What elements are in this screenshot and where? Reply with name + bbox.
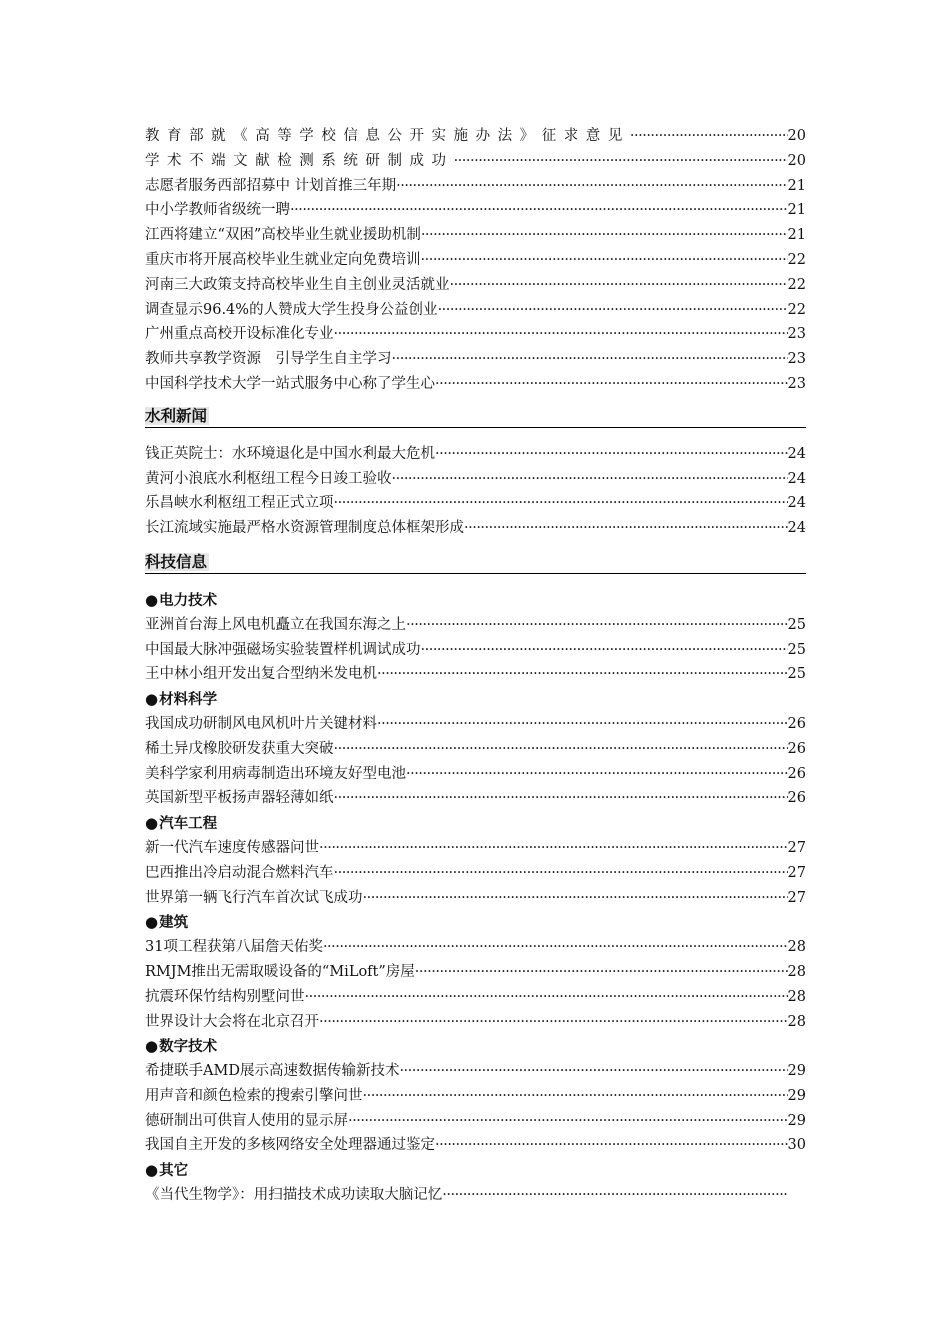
dot-leader — [392, 347, 788, 372]
toc-entry-page: 21 — [787, 177, 806, 194]
toc-entry-title: 我国成功研制风电风机叶片关键材料 — [145, 715, 377, 732]
toc-entry-title: 长江流域实施最严格水资源管理制度总体框架形成 — [145, 520, 464, 537]
dot-leader — [421, 638, 788, 663]
toc-entry[interactable] — [145, 786, 806, 811]
section-heading-tech — [145, 551, 806, 574]
toc-entry-page: 24 — [787, 470, 806, 487]
toc-entry-page: 29 — [787, 1112, 806, 1129]
toc-entry-title: 王中林小组开发出复合型纳米发电机 — [145, 666, 377, 683]
dot-leader — [406, 613, 788, 638]
toc-entry[interactable] — [145, 935, 806, 960]
section-heading-tech-label: 科技信息 — [145, 552, 208, 571]
bullet-icon: ● — [145, 1037, 159, 1056]
dot-leader — [450, 273, 788, 298]
toc-entry-title: 希捷联手AMD展示高速数据传输新技术 — [145, 1063, 400, 1080]
toc-entry-title: 乐昌峡水利枢纽工程正式立项 — [145, 495, 334, 512]
education-news-list — [145, 124, 806, 397]
toc-entry-title: 稀土异戊橡胶研发获重大突破 — [145, 740, 334, 757]
toc-entry[interactable] — [145, 836, 806, 861]
toc-entry-page: 29 — [787, 1087, 806, 1104]
toc-entry-page: 20 — [787, 128, 806, 144]
dot-leader — [435, 1133, 788, 1158]
dot-leader — [421, 248, 788, 273]
dot-leader — [319, 836, 788, 861]
dot-leader — [630, 124, 788, 149]
toc-entry-title: 教师共享教学资源 引导学生自主学习 — [145, 351, 392, 368]
dot-leader — [406, 762, 788, 787]
bullet-icon: ● — [145, 690, 159, 709]
toc-entry[interactable] — [145, 1084, 806, 1109]
dot-leader — [415, 960, 788, 985]
toc-entry-title: 31项工程获第八届詹天佑奖 — [145, 939, 323, 956]
toc-entry[interactable] — [145, 516, 806, 541]
toc-entry-page: 27 — [787, 864, 806, 881]
toc-entry-page: 29 — [787, 1063, 806, 1080]
dot-leader — [334, 491, 788, 516]
dot-leader — [392, 467, 788, 492]
dot-leader — [438, 298, 788, 323]
toc-entry[interactable] — [145, 1059, 806, 1084]
toc-entry-page: 26 — [787, 715, 806, 732]
dot-leader — [334, 737, 788, 762]
toc-entry[interactable] — [145, 1133, 806, 1158]
toc-entry-title: 用声音和颜色检索的搜索引擎问世 — [145, 1087, 363, 1104]
dot-leader — [454, 149, 788, 174]
toc-entry[interactable] — [145, 662, 806, 687]
toc-entry-title: RMJM推出无需取暖设备的“MiLoft”房屋 — [145, 963, 415, 980]
toc-entry-page: 28 — [787, 988, 806, 1005]
toc-entry[interactable] — [145, 613, 806, 638]
toc-entry[interactable] — [145, 960, 806, 985]
toc-entry-title: 中国最大脉冲强磁场实验装置样机调试成功 — [145, 641, 421, 658]
subsection-heading — [145, 1158, 806, 1183]
dot-leader — [435, 442, 788, 467]
toc-entry[interactable] — [145, 198, 806, 223]
dot-leader — [363, 1084, 788, 1109]
subsection-heading — [145, 910, 806, 935]
toc-entry-page: 26 — [787, 790, 806, 807]
dot-leader — [464, 516, 788, 541]
toc-entry-page: 28 — [787, 963, 806, 980]
toc-entry-page: 24 — [787, 495, 806, 512]
bullet-icon: ● — [145, 590, 159, 609]
toc-entry-page: 28 — [787, 939, 806, 956]
dot-leader — [377, 662, 788, 687]
subsection-heading-label: 材料科学 — [159, 692, 218, 709]
dot-leader — [334, 786, 788, 811]
dot-leader — [435, 372, 788, 397]
toc-entry[interactable] — [145, 248, 806, 273]
toc-entry-title: 亚洲首台海上风电机矗立在我国东海之上 — [145, 616, 406, 633]
bullet-icon: ● — [145, 913, 159, 932]
toc-entry[interactable] — [145, 298, 806, 323]
toc-entry-title: 世界第一辆飞行汽车首次试飞成功 — [145, 889, 363, 906]
toc-entry-title: 教育部就《高等学校信息公开实施办法》征求意见 — [145, 128, 630, 144]
toc-entry-page: 27 — [787, 889, 806, 906]
bullet-icon: ● — [145, 1161, 159, 1180]
section-heading-water-label: 水利新闻 — [145, 406, 208, 425]
toc-entry[interactable] — [145, 174, 806, 199]
toc-entry-title: 德研制出可供盲人使用的显示屏 — [145, 1112, 348, 1129]
toc-entry-page: 21 — [787, 227, 806, 244]
toc-entry-title: 江西将建立“双困”高校毕业生就业援助机制 — [145, 227, 421, 244]
toc-entry-title: 《当代生物学》：用扫描技术成功读取大脑记忆 — [145, 1187, 443, 1204]
toc-entry[interactable] — [145, 124, 806, 149]
section-heading-water — [145, 405, 806, 428]
toc-entry[interactable] — [145, 712, 806, 737]
toc-entry-page: 22 — [787, 251, 806, 268]
toc-entry-title: 黄河小浪底水利枢纽工程今日竣工验收 — [145, 470, 392, 487]
toc-entry-title: 学术不端文献检测系统研制成功 — [145, 152, 454, 169]
subsection-heading-label: 电力技术 — [159, 592, 218, 609]
toc-entry-page: 23 — [787, 351, 806, 368]
toc-entry[interactable] — [145, 491, 806, 516]
toc-entry-page: 25 — [787, 641, 806, 658]
toc-entry-title: 世界设计大会将在北京召开 — [145, 1013, 319, 1030]
dot-leader — [421, 223, 788, 248]
toc-entry[interactable] — [145, 762, 806, 787]
toc-entry-title: 重庆市将开展高校毕业生就业定向免费培训 — [145, 251, 421, 268]
dot-leader — [323, 935, 788, 960]
toc-entry-title: 钱正英院士：水环境退化是中国水利最大危机 — [145, 445, 435, 462]
dot-leader — [399, 1059, 787, 1084]
toc-entry-page: 21 — [787, 202, 806, 219]
dot-leader — [334, 861, 788, 886]
toc-entry-title: 河南三大政策支持高校毕业生自主创业灵活就业 — [145, 276, 450, 293]
toc-entry[interactable] — [145, 223, 806, 248]
toc-entry[interactable] — [145, 273, 806, 298]
table-of-contents — [145, 124, 806, 1208]
dot-leader — [442, 1183, 788, 1208]
toc-entry[interactable] — [145, 985, 806, 1010]
toc-entry[interactable] — [145, 149, 806, 174]
subsection-heading — [145, 687, 806, 712]
subsection-heading — [145, 1034, 806, 1059]
toc-entry[interactable] — [145, 347, 806, 372]
toc-entry[interactable] — [145, 1010, 806, 1035]
subsection-heading-label: 建筑 — [159, 915, 189, 932]
dot-leader — [363, 886, 788, 911]
toc-entry-page: 23 — [787, 375, 806, 392]
dot-leader — [396, 174, 787, 199]
toc-entry-title: 广州重点高校开设标准化专业 — [145, 326, 334, 343]
toc-entry-title: 我国自主开发的多核网络安全处理器通过鉴定 — [145, 1137, 435, 1154]
toc-entry-title: 美科学家利用病毒制造出环境友好型电池 — [145, 765, 406, 782]
toc-entry-page: 25 — [787, 666, 806, 683]
toc-entry-title: 巴西推出冷启动混合燃料汽车 — [145, 864, 334, 881]
subsection-heading-label: 其它 — [159, 1163, 189, 1180]
toc-entry[interactable] — [145, 442, 806, 467]
toc-entry[interactable] — [145, 737, 806, 762]
toc-entry[interactable] — [145, 886, 806, 911]
toc-entry-title: 中小学教师省级统一聘 — [145, 202, 290, 219]
toc-entry-title: 抗震环保竹结构别墅问世 — [145, 988, 305, 1005]
toc-entry[interactable] — [145, 467, 806, 492]
toc-entry-page: 30 — [787, 1137, 806, 1154]
bullet-icon: ● — [145, 814, 159, 833]
dot-leader — [348, 1109, 788, 1134]
toc-entry-page: 20 — [787, 152, 806, 169]
toc-entry-page: 24 — [787, 520, 806, 537]
toc-entry[interactable] — [145, 1109, 806, 1134]
toc-entry-page: 25 — [787, 616, 806, 633]
toc-entry-title: 新一代汽车速度传感器问世 — [145, 839, 319, 856]
subsection-heading — [145, 811, 806, 836]
toc-entry-title: 英国新型平板扬声器轻薄如纸 — [145, 790, 334, 807]
toc-entry-title: 中国科学技术大学一站式服务中心称了学生心 — [145, 375, 435, 392]
toc-entry-page: 22 — [787, 276, 806, 293]
subsection-heading-label: 数字技术 — [159, 1039, 218, 1056]
subsection-heading — [145, 588, 806, 613]
tech-news-list — [145, 588, 806, 1208]
toc-entry-title: 志愿者服务西部招募中 计划首推三年期 — [145, 177, 397, 194]
toc-entry[interactable] — [145, 322, 806, 347]
toc-entry[interactable] — [145, 861, 806, 886]
toc-entry-page: 27 — [787, 839, 806, 856]
dot-leader — [305, 985, 788, 1010]
water-news-list — [145, 442, 806, 541]
toc-entry-title: 调查显示96.4%的人赞成大学生投身公益创业 — [145, 301, 438, 318]
dot-leader — [319, 1010, 788, 1035]
toc-entry[interactable] — [145, 638, 806, 663]
toc-entry[interactable] — [145, 1183, 806, 1208]
toc-entry-page: 24 — [787, 445, 806, 462]
dot-leader — [290, 198, 788, 223]
toc-entry-page: 23 — [787, 326, 806, 343]
toc-entry-page: 28 — [787, 1013, 806, 1030]
dot-leader — [334, 322, 788, 347]
toc-entry-page: 26 — [787, 740, 806, 757]
subsection-heading-label: 汽车工程 — [159, 816, 218, 833]
toc-entry[interactable] — [145, 372, 806, 397]
dot-leader — [377, 712, 788, 737]
toc-entry-page: 22 — [787, 301, 806, 318]
toc-entry-page: 26 — [787, 765, 806, 782]
